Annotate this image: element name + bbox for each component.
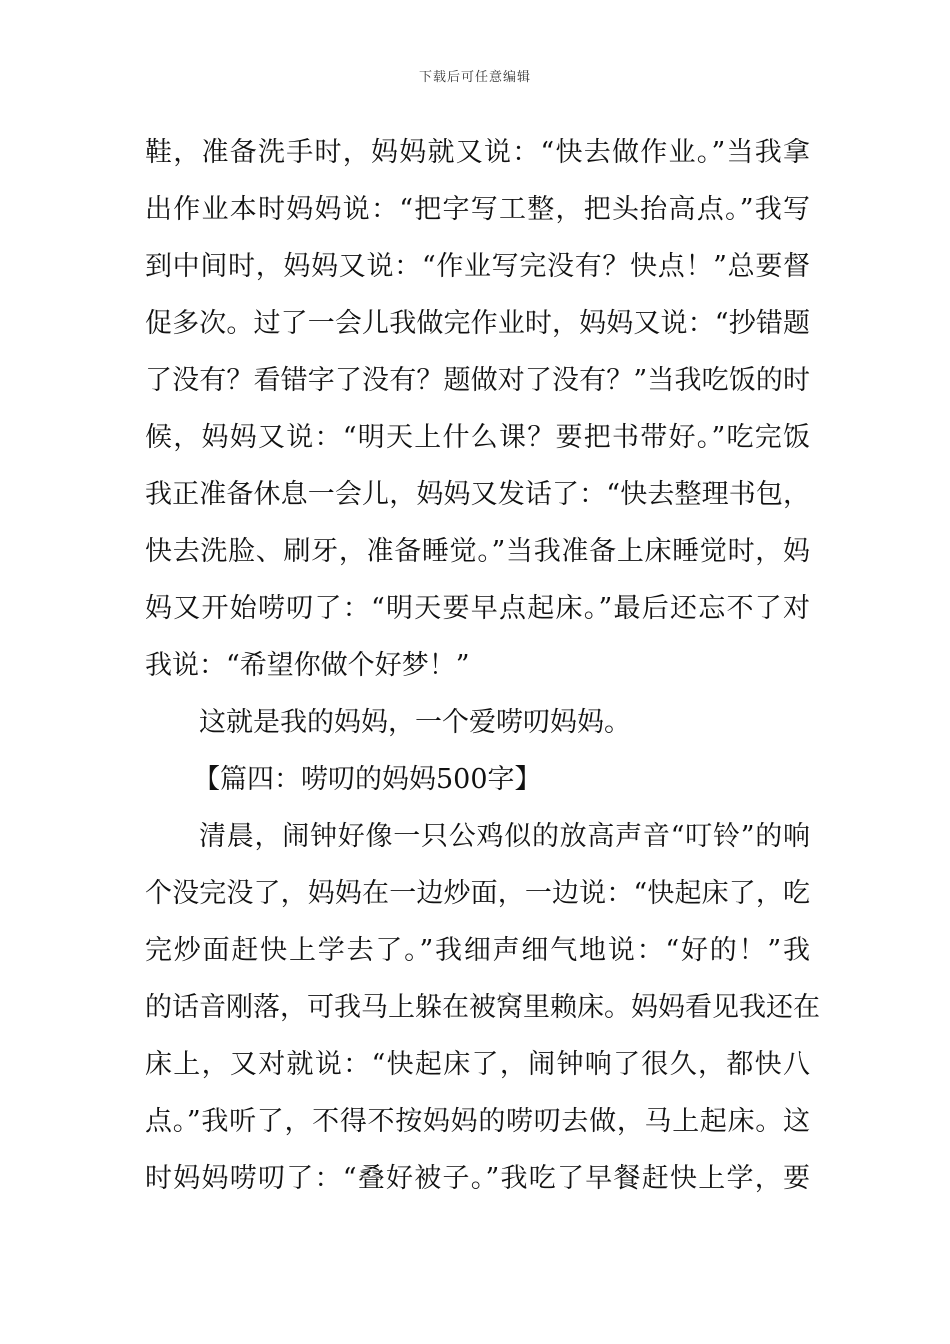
text-line: 候，妈妈又说：“明天上什么课？要把书带好。”吃完饭 [145,422,810,453]
text-line: 我说：“希望你做个好梦！” [145,650,470,681]
text-line: 妈又开始唠叨了：“明天要早点起床。”最后还忘不了对 [145,593,810,624]
text-line: 到中间时，妈妈又说：“作业写完没有？快点！”总要督 [145,251,810,282]
text-line: 鞋，准备洗手时，妈妈就又说：“快去做作业。”当我拿 [145,137,810,168]
paragraph-first-line: 清晨，闹钟好像一只公鸡似的放高声音“叮铃”的响 [199,821,810,852]
text-line: 个没完没了，妈妈在一边炒面，一边说：“快起床了，吃 [145,878,810,909]
text-line: 出作业本时妈妈说：“把字写工整，把头抬高点。”我写 [145,194,810,225]
text-line: 点。”我听了，不得不按妈妈的唠叨去做，马上起床。这 [145,1106,810,1137]
text-line: 我正准备休息一会儿，妈妈又发话了：“快去整理书包， [145,479,810,510]
text-line: 促多次。过了一会儿我做完作业时，妈妈又说：“抄错题 [145,308,810,339]
page-header: 下载后可任意编辑 [418,70,531,85]
text-line: 快去洗脸、刷牙，准备睡觉。”当我准备上床睡觉时，妈 [145,536,810,567]
text-line: 了没有？看错字了没有？题做对了没有？”当我吃饭的时 [145,365,810,396]
document-body [145,124,820,1207]
text-line: 床上，又对就说：“快起床了，闹钟响了很久，都快八 [145,1049,810,1080]
text-line: 的话音刚落，可我马上躲在被窝里赖床。妈妈看见我还在 [145,992,820,1023]
paragraph-first-line: 这就是我的妈妈，一个爱唠叨妈妈。 [199,707,631,738]
section-heading: 【篇四：唠叨的妈妈500字】 [193,764,542,795]
text-line: 时妈妈唠叨了：“叠好被子。”我吃了早餐赶快上学，要 [145,1163,810,1194]
text-line: 完炒面赶快上学去了。”我细声细气地说：“好的！”我 [145,935,810,966]
